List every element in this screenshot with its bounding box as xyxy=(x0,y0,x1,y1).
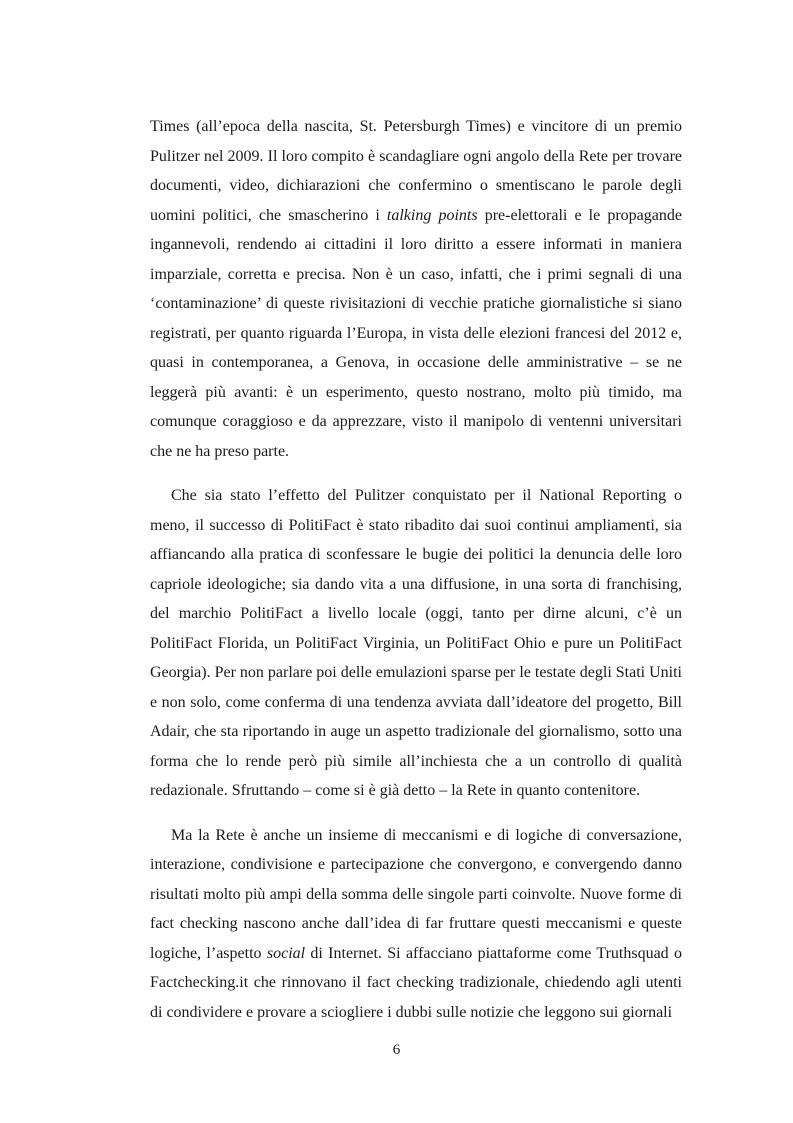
body-text xyxy=(150,112,682,1027)
paragraph-1-text-2: pre-elettorali e le propagande ingannevoli, rendendo ai cittadini il loro diritto a essere informati in maniera imparziale, corretta e precisa. Non è un caso, infatti, che i primi segnali di una ‘contaminazione’ di queste rivisitazioni di vecchie pratiche giornalistiche si siano registrati, per quanto riguarda l’Europa, in vista delle elezioni francesi del 2012 e, quasi in contemporanea, a Genova, in occasione delle amministrative – se ne leggerà più avanti: è un esperimento, questo nostrano, molto più timido, ma comunque coraggioso e da apprezzare, visto il manipolo di ventenni universitari che ne ha preso parte. xyxy=(150,206,682,460)
paragraph-1-text-1: Times (all’epoca della nascita, St. Petersburgh Times) e vincitore di un premio Pulitzer nel 2009. Il loro compito è scandagliare ogni angolo della Rete per trovare documenti, video, dichiarazioni che confermino o smentiscano le parole degli uomini politici, che smascherino i xyxy=(150,118,682,224)
paragraph-3-text-2: di Internet. Si affacciano piattaforme come Truthsquad o Factchecking.it che rinnovano il fact checking tradizionale, chiedendo agli utenti di condividere e provare a sciogliere i dubbi sulle notizie che leggono sui giornali xyxy=(150,944,683,1021)
paragraph-3 xyxy=(150,821,682,1028)
paragraph-2 xyxy=(150,481,682,806)
paragraph-2-text-1: Che sia stato l’effetto del Pulitzer conquistato per il National Reporting o meno, il successo di PolitiFact è stato ribadito dai suoi continui ampliamenti, sia affiancando alla pratica di sconfessare le bugie dei politici la denuncia delle loro capriole ideologiche; sia dando vita a una diffusione, in una sorta di franchising, del marchio PolitiFact a livello locale (oggi, tanto per dirne alcuni, c’è un PolitiFact Florida, un PolitiFact Virginia, un PolitiFact Ohio e pure un PolitiFact Georgia). Per non parlare poi delle emulazioni sparse per le testate degli Stati Uniti e non solo, come conferma di una tendenza avviata dall’ideatore del progetto, Bill Adair, che sta riportando in auge un aspetto tradizionale del giornalismo, sotto una forma che lo rende però più simile all’inchiesta che a un controllo di qualità redazionale. Sfruttando – come si è già detto – la Rete in quanto contenitore. xyxy=(150,487,682,799)
paragraph-3-italic-social: social xyxy=(266,944,306,962)
paragraph-1-italic-talking-points: talking points xyxy=(386,206,478,224)
paragraph-1 xyxy=(150,112,682,466)
paragraph-3-text-1: Ma la Rete è anche un insieme di meccanismi e di logiche di conversazione, interazione, condivisione e partecipazione che convergono, e convergendo danno risultati molto più ampi della somma delle singole parti coinvolte. Nuove forme di fact checking nascono anche dall’idea di far fruttare questi meccanismi e queste logiche, l’aspetto xyxy=(150,826,682,962)
page-number: 6 xyxy=(392,1042,401,1058)
